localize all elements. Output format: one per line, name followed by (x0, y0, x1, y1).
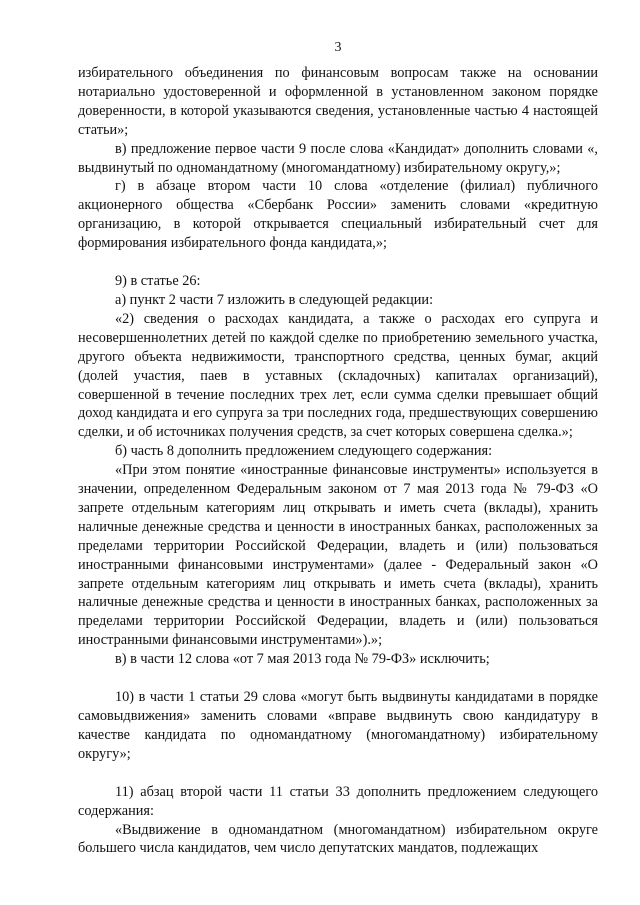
paragraph: г) в абзаце втором части 10 слова «отделение (филиал) публичного акционерного общества «Сбербанк России» заменить словами «кредитную организацию, в которой открывается специальный избирательный счет для формирования избирательного фонда кандидата,»; (78, 178, 598, 252)
paragraph: в) предложение первое части 9 после слова «Кандидат» дополнить словами «, выдвинутый по одномандатному (многомандатному) избирательному округу,»; (78, 140, 598, 176)
paragraph: «2) сведения о расходах кандидата, а также о расходах его супруга и несовершеннолетних детей по каждой сделке по приобретению земельного участка, другого объекта недвижимости, транспортного средства, ценных бумаг, акций (долей участия, паев в уставных (складочных) капиталах организаций), совершенной в течение последних трех лет, если сумма сделки превышает общий доход кандидата и его супруга за три последних года, предшествующих совершению сделки, и об источниках получения средств, за счет которых совершена сделка.»; (78, 310, 598, 441)
document-body (78, 64, 598, 858)
paragraph: «Выдвижение в одномандатном (многомандатном) избирательном округе большего числа кандидатов, чем число депутатских мандатов, подлежащих (78, 821, 598, 857)
paragraph: «При этом понятие «иностранные финансовые инструменты» используется в значении, определенном Федеральным законом от 7 мая 2013 года № 79-ФЗ «О запрете отдельным категориям лиц открывать и иметь счета (вклады), хранить наличные денежные средства и ценности в иностранных банках, расположенных за пределами территории Российской Федерации, владеть и (или) пользоваться иностранными финансовыми инструментами» (далее - Федеральный закон «О запрете отдельным категориям лиц открывать и иметь счета (вклады), хранить наличные денежные средства и ценности в иностранных банках, расположенных за пределами территории Российской Федерации, владеть и (или) пользоваться иностранными финансовыми инструментами»).»; (78, 462, 598, 649)
document-page (78, 0, 598, 905)
paragraph: 10) в части 1 статьи 29 слова «могут быть выдвинуты кандидатами в порядке самовыдвижения» заменить словами «вправе выдвинуть свою кандидатуру в качестве кандидата по одномандатному (многомандатному) избирательному округу»; (78, 689, 598, 762)
paragraph: а) пункт 2 части 7 изложить в следующей редакции: (115, 291, 434, 308)
paragraph: б) часть 8 дополнить предложением следующего содержания: (115, 443, 493, 460)
paragraph: 9) в статье 26: (115, 273, 201, 290)
paragraph: 11) абзац второй части 11 статьи 33 дополнить предложением следующего содержания: (78, 783, 598, 819)
paragraph: в) в части 12 слова «от 7 мая 2013 года № 79-ФЗ» исключить; (115, 651, 490, 668)
paragraph: избирательного объединения по финансовым вопросам также на основании нотариально удостоверенной и оформленной в установленном законом порядке доверенности, в которой указываются сведения, установленные частью 4 настоящей статьи»; (78, 65, 598, 138)
page-number: 3 (334, 40, 342, 55)
